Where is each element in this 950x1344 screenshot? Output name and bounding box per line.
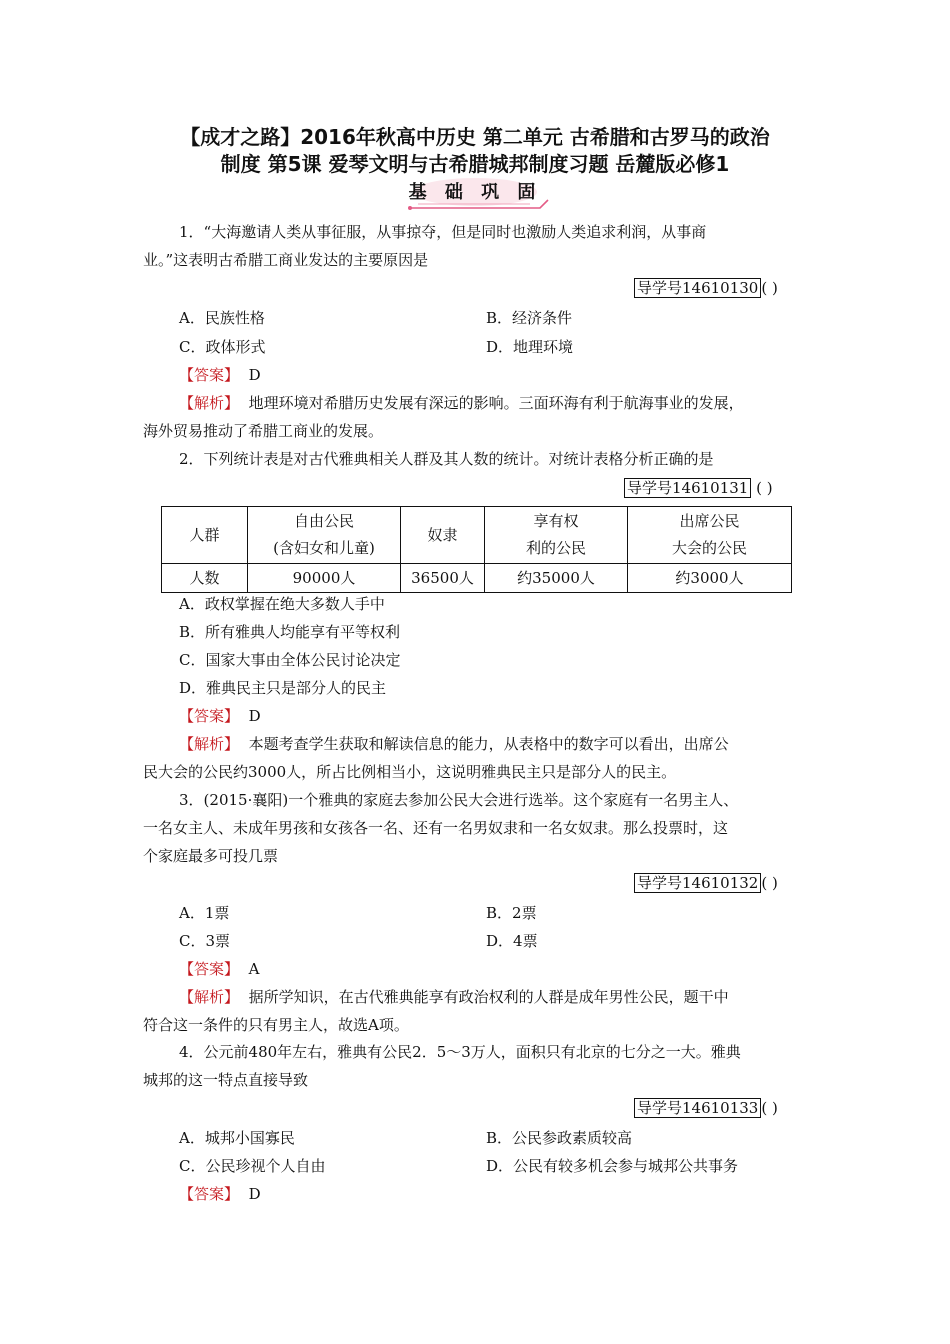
q3-guide-number (634, 872, 778, 893)
q2-analysis-line-2: 民大会的公民约3000人，所占比例相当小，这说明雅典民主只是部分人的民主。 (143, 763, 677, 781)
q3-stem-line-3: 个家庭最多可投几票 (143, 847, 279, 865)
q4-option-d: D．公民有较多机会参与城邦公共事务 (486, 1157, 739, 1175)
q2-option-a: A．政权掌握在绝大多数人手中 (179, 595, 385, 613)
q3-analysis-line-1 (179, 986, 729, 1007)
q4-option-a: A．城邦小国寡民 (179, 1129, 295, 1147)
analysis-tag: 【解析】 (179, 988, 240, 1006)
section-title: 基 础 巩 固 (408, 182, 542, 203)
title-line-1: 【成才之路】2016年秋高中历史 第二单元 古希腊和古罗马的政治 (180, 125, 770, 149)
q2-guide-number (624, 477, 773, 498)
answer-value: D (248, 707, 261, 725)
table-header-cell: 自由公民 (含妇女和儿童) (248, 507, 401, 564)
q3-answer (179, 958, 259, 979)
analysis-tag: 【解析】 (179, 394, 240, 412)
q1-guide-number (634, 277, 778, 298)
answer-tag: 【答案】 (179, 366, 240, 384)
q4-option-b: B．公民参政素质较高 (486, 1129, 633, 1147)
answer-value: D (248, 366, 261, 384)
q3-option-c: C．3票 (179, 932, 231, 950)
analysis-text: 据所学知识，在古代雅典能享有政治权利的人群是成年男性公民，题干中 (248, 988, 729, 1006)
table-row (162, 507, 792, 564)
q4-guide-number (634, 1097, 778, 1118)
q3-option-a: A．1票 (179, 904, 230, 922)
table-cell: 36500人 (401, 564, 485, 593)
section-heading (380, 176, 570, 212)
q4-answer (179, 1183, 261, 1204)
table-cell: 90000人 (248, 564, 401, 593)
table-cell: 约3000人 (628, 564, 792, 593)
q2-option-d: D．雅典民主只是部分人的民主 (179, 679, 387, 697)
q1-option-c: C．政体形式 (179, 338, 266, 356)
answer-tag: 【答案】 (179, 960, 240, 978)
q1-answer (179, 364, 261, 385)
q1-guide-box: 导学号14610130 (634, 278, 761, 298)
q3-guide-box: 导学号14610132 (634, 873, 761, 893)
answer-tag: 【答案】 (179, 1185, 240, 1203)
q2-answer (179, 705, 261, 726)
q3-stem-line-2: 一名女主人、未成年男孩和女孩各一名、还有一名男奴隶和一名女奴隶。那么投票时，这 (143, 819, 729, 837)
table-row (162, 564, 792, 593)
q3-option-d: D．4票 (486, 932, 538, 950)
q2-stem-line-1: 2．下列统计表是对古代雅典相关人群及其人数的统计。对统计表格分析正确的是 (179, 450, 714, 468)
q3-answer-paren: ( ) (761, 874, 778, 892)
q1-answer-paren: ( ) (761, 279, 778, 297)
q4-stem-line-1: 4．公元前480年左右，雅典有公民2．5～3万人，面积只有北京的七分之一大。雅典 (179, 1043, 741, 1061)
table-cell: 人数 (162, 564, 248, 593)
q1-stem-line-2: 业。”这表明古希腊工商业发达的主要原因是 (143, 251, 429, 269)
q4-option-c: C．公民珍视个人自由 (179, 1157, 326, 1175)
table-header-cell: 人群 (162, 507, 248, 564)
q4-answer-paren: ( ) (761, 1099, 778, 1117)
q1-analysis-line-1 (179, 392, 744, 413)
q2-analysis-line-1 (179, 733, 729, 754)
answer-value: A (248, 960, 260, 978)
answer-value: D (248, 1185, 261, 1203)
table-header-cell: 奴隶 (401, 507, 485, 564)
document-title (130, 124, 820, 178)
q3-analysis-line-2: 符合这一条件的只有男主人，故选A项。 (143, 1016, 409, 1034)
table-cell: 约35000人 (485, 564, 628, 593)
q1-analysis-line-2: 海外贸易推动了希腊工商业的发展。 (143, 422, 384, 440)
title-line-2: 制度 第5课 爱琴文明与古希腊城邦制度习题 岳麓版必修1 (220, 152, 730, 176)
q2-option-b: B．所有雅典人均能享有平等权利 (179, 623, 401, 641)
q3-option-b: B．2票 (486, 904, 537, 922)
table-header-cell: 出席公民 大会的公民 (628, 507, 792, 564)
q1-option-a: A．民族性格 (179, 309, 265, 327)
analysis-tag: 【解析】 (179, 735, 240, 753)
q2-option-c: C．国家大事由全体公民讨论决定 (179, 651, 401, 669)
q1-option-d: D．地理环境 (486, 338, 574, 356)
q2-answer-paren: ( ) (756, 479, 773, 497)
table-header-cell: 享有权 利的公民 (485, 507, 628, 564)
analysis-text: 地理环境对希腊历史发展有深远的影响。三面环海有利于航海事业的发展， (248, 394, 744, 412)
population-table (161, 506, 792, 593)
q1-stem-line-1: 1．“大海邀请人类从事征服，从事掠夺，但是同时也激励人类追求利润，从事商 (179, 223, 707, 241)
analysis-text: 本题考查学生获取和解读信息的能力，从表格中的数字可以看出，出席公 (248, 735, 729, 753)
q4-guide-box: 导学号14610133 (634, 1098, 761, 1118)
answer-tag: 【答案】 (179, 707, 240, 725)
q2-guide-box: 导学号14610131 (624, 478, 751, 498)
q3-stem-line-1: 3．(2015·襄阳)一个雅典的家庭去参加公民大会进行选举。这个家庭有一名男主人、 (179, 791, 739, 809)
q4-stem-line-2: 城邦的这一特点直接导致 (143, 1071, 309, 1089)
q1-option-b: B．经济条件 (486, 309, 573, 327)
